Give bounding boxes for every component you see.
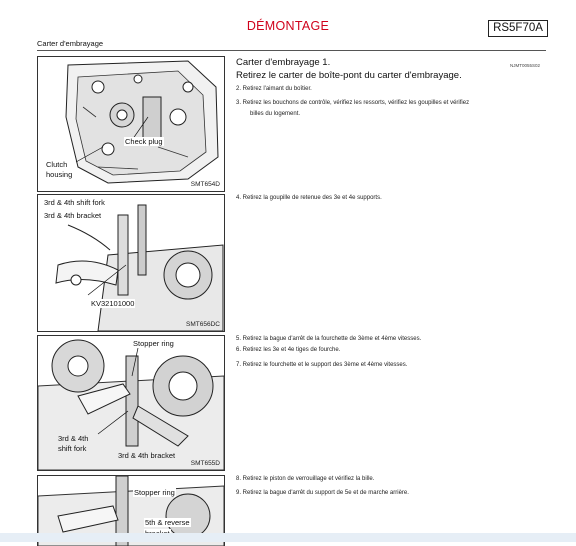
figure-label: shift fork (58, 444, 87, 453)
procedure-heading: Carter d'embrayage 1. (236, 57, 331, 68)
figure-label: Check plug (125, 137, 163, 146)
figure-label: housing (46, 170, 73, 179)
step-7: 7. Retirez le fourchette et le support des 3ème et 4ème vitesses. (236, 362, 408, 368)
figure-label: 3rd & 4th bracket (118, 451, 176, 460)
step-9: 9. Retirez la bague d'arrêt du support de 5e et de marche arrière. (236, 490, 409, 496)
model-code-box: RS5F70A (488, 20, 548, 37)
figure-shift-fork-removal (37, 194, 225, 332)
figure-clutch-housing (37, 56, 225, 192)
figure-label: Stopper ring (134, 488, 175, 497)
figure-label: 3rd & 4th (58, 434, 89, 443)
step-6: 6. Retirez les 3e et 4e tiges de fourche. (236, 347, 341, 353)
figure-stopper-ring (37, 335, 225, 471)
figure-label: 5th & reverse (145, 518, 190, 527)
figure-label: Stopper ring (133, 339, 174, 348)
step-5: 5. Retirez la bague d'arrêt de la fourchette de 3ème et 4ème vitesses. (236, 336, 422, 342)
page-title: DÉMONTAGE (246, 19, 330, 33)
step-4: 4. Retirez la goupille de retenue des 3e et 4e supports. (236, 195, 382, 201)
figure-label: KV32101000 (91, 299, 135, 308)
header-divider (37, 50, 546, 51)
reference-code: NJMT0055S02 (510, 63, 541, 68)
step-3-continued: billes du logement. (250, 111, 301, 117)
figure-code: SMT654D (190, 181, 220, 188)
figure-label: 3rd & 4th bracket (44, 211, 102, 220)
procedure-subheading: Retirez le carter de boîte-pont du carter d'embrayage. (236, 70, 462, 81)
figure-code: SMT655D (190, 460, 220, 467)
step-3: 3. Retirez les bouchons de contrôle, vérifiez les ressorts, vérifiez les goupilles et vérifiez (236, 100, 470, 106)
figure-label: 3rd & 4th shift fork (44, 198, 105, 207)
step-2: 2. Retirez l'aimant du boîtier. (236, 86, 312, 92)
step-8: 8. Retirez le piston de verrouillage et vérifiez la bille. (236, 476, 375, 482)
section-label: Carter d'embrayage (37, 39, 104, 48)
figure-label: Clutch (46, 160, 68, 169)
viewer-bottom-bar (0, 533, 576, 542)
figure-code: SMT656DC (186, 321, 220, 328)
